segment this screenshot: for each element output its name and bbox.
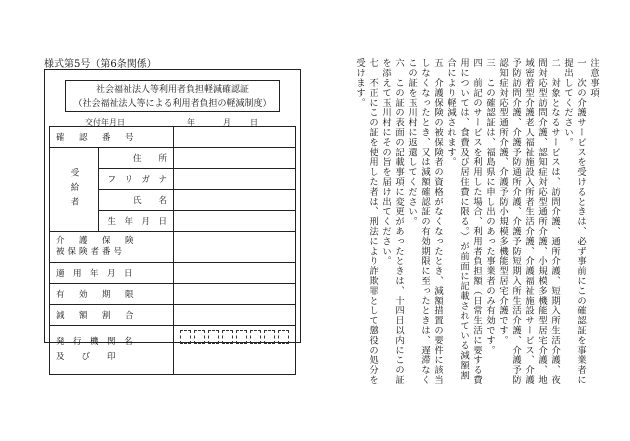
notes-section [353,58,600,388]
note-item: 六 この証の表面の記載事項に変更があったときは、十四日以内にこの証を添えて玉川村にその旨を届け出てください。 [380,58,404,385]
birth-date-value [174,211,296,232]
digit-box [222,330,233,344]
insured-number-label [50,232,174,263]
reduction-rate-value [174,305,296,326]
address-label: 住 所 [99,148,174,169]
digit-box [250,330,261,344]
valid-period-value [174,284,296,305]
certificate-table [49,126,296,375]
insured-number-value [174,232,296,263]
birth-date-label: 生 年 月 日 [99,211,174,232]
valid-period-label: 有 効 期 限 [50,284,174,305]
name-label: 氏 名 [99,190,174,211]
furigana-label: フ リ ガ ナ [99,169,174,190]
issuer-number-boxes [180,330,289,344]
digit-box [264,330,275,344]
reduction-rate-label: 減 額 割 合 [50,305,174,326]
confirmation-number-label: 確 認 番 号 [50,127,174,148]
applicable-date-value [174,263,296,284]
issuer-seal-label: 及 び 印 [56,352,116,362]
applicable-date-label: 適 用 年 月 日 [50,263,174,284]
digit-box [180,330,191,344]
name-value [174,190,296,211]
certificate-title-box [65,80,280,112]
confirmation-number-value [174,127,296,148]
note-item: 七 不正にこの証を使用した者は、刑法により詐欺罪として懲役の処分を受けます。 [354,58,378,385]
digit-box [278,330,289,344]
insured-number-label-line2: 被保険者番号 [56,247,126,257]
digit-box [236,330,247,344]
issue-year-label: 年 [187,118,195,127]
issuer-name-label: 発 行 機 関 名 [56,337,133,347]
certificate-card [44,69,301,362]
note-item: 三 この確認証は、福島県に申し出のあった事業者のみ有効です。 [484,58,495,355]
issuer-label [50,326,174,375]
issuer-value [174,326,296,375]
note-item: 二 対象となるサービスは、訪問介護、通所介護、短期入所生活介護、夜間対応型訪問介護、認知症対応型通所介護、小規模多機能型居宅介護、地域密着型介護老人福祉施設入所者生活介護、介護福祉施設サービス、介護予防訪問介護、介護予防通所介護、介護予防短期入所生活介護、介護予防認知症対応型通所介護、介護予防小規模多機能型居宅介護です。 [497,58,560,385]
digit-box [194,330,205,344]
address-value [174,148,296,169]
form-number-label: 様式第5号（第6条関係） [44,59,157,70]
note-item: 四 前記のサービスを利用した場合、利用者負担額（日常生活に要する費用については、食費及び居住費に限る。）が前面に記載されている減額割合により軽減されます。 [445,58,482,385]
certificate-title: 社会福祉法人等利用者負担軽減確認証 [95,85,249,95]
digit-box [208,330,219,344]
note-item: 一 次の介護サービスを受けるときは、必ず事前にこの確認証を事業者に提出してください。 [562,58,586,385]
notes-title: 注意事項 [588,58,599,98]
issue-date-label: 交付年月日 [85,118,125,127]
insured-number-label-line1: 介 護 保 険 [56,236,137,246]
recipient-label: 受給者 [50,148,99,232]
issue-day-label: 日 [250,118,258,127]
issue-month-label: 月 [223,118,231,127]
note-item: 五 介護保険の被保険者の資格がなくなったとき、減額措置の要件に該当しなくなったとき、又は減額確認証の有効期限に至ったときは、遅滞なくこの証を玉川村に返還してください。 [406,58,443,385]
certificate-subtitle: （社会福祉法人等による利用者負担の軽減制度） [73,99,272,109]
furigana-value [174,169,296,190]
